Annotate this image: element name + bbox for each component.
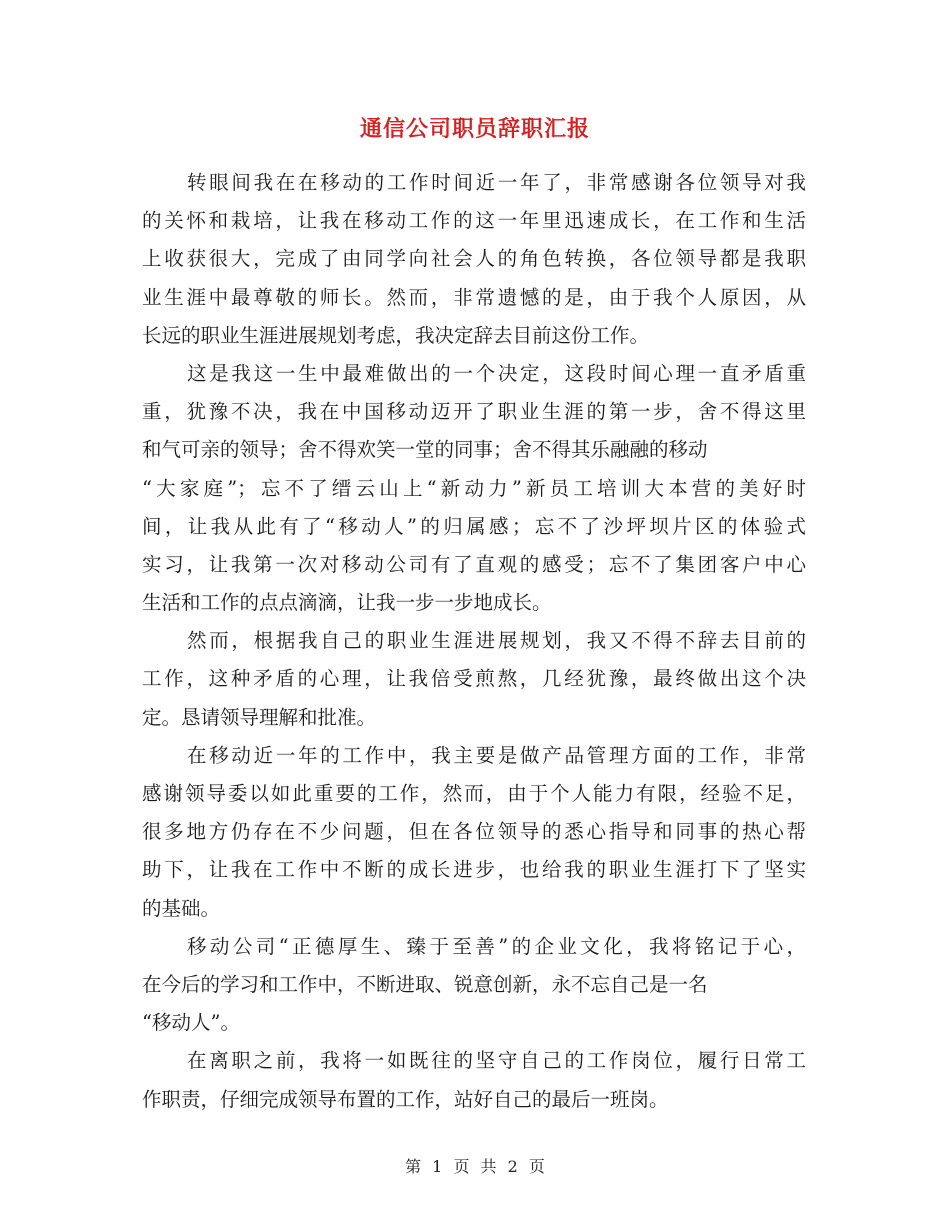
text-line: 感谢领导委以如此重要的工作，然而，由于个人能力有限，经验不足， bbox=[142, 782, 806, 805]
text-line: 生活和工作的点点滴滴，让我一步一步地成长。 bbox=[142, 591, 552, 615]
text-line: 上收获很大，完成了由同学向社会人的角色转换，各位领导都是我职 bbox=[142, 247, 806, 271]
text-line: 在移动近一年的工作中，我主要是做产品管理方面的工作，非常 bbox=[187, 743, 806, 767]
text-line: 定。恳请领导理解和批准。 bbox=[142, 705, 377, 729]
text-line: 在今后的学习和工作中，不断进取、锐意创新，永不忘自己是一名 bbox=[142, 972, 708, 996]
text-line: 工作，这种矛盾的心理，让我倍受煎熬，几经犹豫，最终做出这个决 bbox=[142, 667, 806, 691]
text-line: 转眼间我在在移动的工作时间近一年了，非常感谢各位领导对我 bbox=[187, 171, 806, 194]
text-line: 助下，让我在工作中不断的成长进步，也给我的职业生涯打下了坚实 bbox=[142, 858, 806, 882]
text-line: 间，让我从此有了“移动人”的归属感；忘不了沙坪坝片区的体验式 bbox=[142, 514, 806, 538]
text-line: 这是我这一生中最难做出的一个决定，这段时间心理一直矛盾重 bbox=[187, 361, 806, 385]
text-line: 重，犹豫不决，我在中国移动迈开了职业生涯的第一步，舍不得这里 bbox=[142, 400, 806, 424]
text-line: “大家庭”；忘不了缙云山上“新动力”新员工培训大本营的美好时 bbox=[142, 476, 806, 500]
text-line: 在离职之前，我将一如既往的坚守自己的工作岗位，履行日常工 bbox=[187, 1049, 806, 1073]
page-footer: 第 1 页 共 2 页 bbox=[405, 1157, 545, 1176]
text-line: 很多地方仍存在不少问题，但在各位领导的悉心指导和同事的热心帮 bbox=[142, 820, 806, 844]
text-line: 业生涯中最尊敬的师长。然而，非常遗憾的是，由于我个人原因，从 bbox=[142, 285, 806, 309]
text-line: 然而，根据我自己的职业生涯进展规划，我又不得不辞去目前的 bbox=[187, 629, 806, 653]
text-line: 的基础。 bbox=[142, 896, 221, 920]
document-body bbox=[142, 164, 806, 1119]
document-title: 通信公司职员辞职汇报 bbox=[359, 117, 590, 142]
text-line: 长远的职业生涯进展规划考虑，我决定辞去目前这份工作。 bbox=[142, 323, 650, 347]
text-line: “移动人”。 bbox=[142, 1011, 240, 1035]
text-line: 作职责，仔细完成领导布置的工作，站好自己的最后一班岗。 bbox=[142, 1087, 669, 1111]
text-line: 实习，让我第一次对移动公司有了直观的感受；忘不了集团客户中心 bbox=[142, 552, 806, 576]
text-line: 的关怀和栽培，让我在移动工作的这一年里迅速成长，在工作和生活 bbox=[142, 209, 806, 233]
text-line: 和气可亲的领导；舍不得欢笑一堂的同事；舍不得其乐融融的移动 bbox=[142, 438, 708, 462]
text-line: 移动公司“正德厚生、臻于至善”的企业文化，我将铭记于心， bbox=[187, 934, 806, 958]
